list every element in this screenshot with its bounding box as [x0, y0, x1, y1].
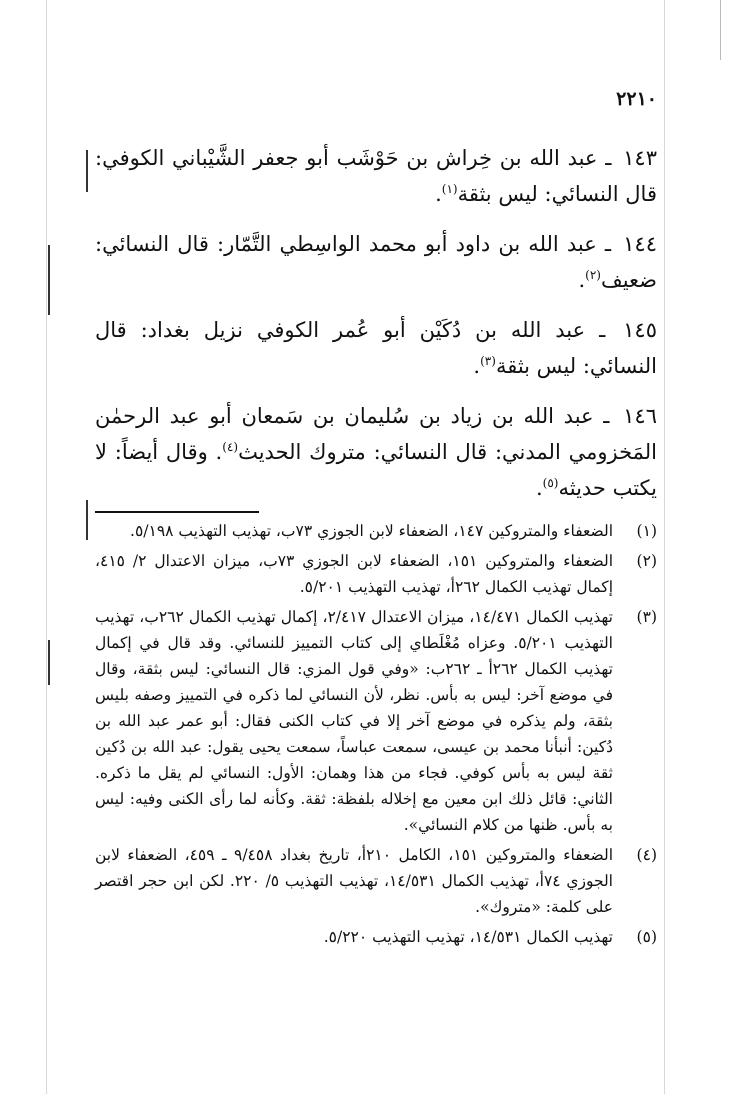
footnote-text: الضعفاء والمتروكين ١٤٧، الضعفاء لابن الجوزي ٧٣ب، تهذيب التهذيب ٥/١٩٨. [130, 522, 613, 540]
footnotes-section [95, 518, 657, 954]
entry-145: ١٤٥ ـ عبد الله بن دُكَيْن أبو عُمر الكوفي نزيل بغداد: قال النسائي: ليس بثقة$^{(٣)}$. [95, 318, 657, 378]
footnote-ref: (٤) [222, 440, 239, 454]
entry-number: ١٤٤ [623, 232, 657, 256]
entry-146: ١٤٦ ـ عبد الله بن زياد بن سُليمان بن سَمعان أبو عبد الرحمٰن المَخزومي المدني: قال النسائي: متروك الحديث$^{(٤)}$. وقال أيضاً: لا يكتب حديثه$^{(٥)}$. [95, 404, 657, 500]
footnote-1 [95, 518, 657, 544]
entry-number: ١٤٣ [623, 146, 657, 170]
entry-text: عبد الله بن خِراش بن حَوْشَب أبو جعفر الشَّيْباني الكوفي: قال النسائي: ليس بثقة [95, 146, 657, 206]
footnote-3 [95, 604, 657, 838]
footnote-ref: (٢) [585, 268, 601, 282]
scan-artifact-line [48, 640, 50, 685]
footnote-text: الضعفاء والمتروكين ١٥١، الضعفاء لابن الجوزي ٧٣ب، ميزان الاعتدال ٢/ ٤١٥، إكمال تهذيب الكمال ٢٦٢أ، تهذيب التهذيب ٥/٢٠١. [95, 552, 614, 596]
footnote-5 [95, 924, 657, 950]
entry-144: ١٤٤ ـ عبد الله بن داود أبو محمد الواسِطي التَّمّار: قال النسائي: ضعيف$^{(٢)}$. [95, 232, 657, 292]
footnote-ref: (٥) [542, 476, 559, 490]
entry-number: ١٤٦ [623, 404, 657, 428]
footnote-ref: (٣) [480, 354, 496, 368]
footnote-text: تهذيب الكمال ١٤/٤٧١، ميزان الاعتدال ٢/٤١٧، إكمال تهذيب الكمال ٢٦٢ب، تهذيب التهذيب ٥/٢٠١. وعزاه مُغْلَطاي إلى كتاب التمييز للنسائي. وقد قال في إكمال تهذيب الكمال ٢٦٢أ ـ ٢٦٢ب: «وفي قول المزي: قال النسائي: ليس بثقة، وقال في موضع آخر: ليس به بأس. نظر، لأن النسائي لما ذكره في التمييز وصفه بليس بثقة، ولم يذكره في موضع آخر إلا في كتاب الكنى فقال: أبو عمر عبد الله بن دُكين: أنبأنا محمد بن عيسى، سمعت عباساً، سمعت يحيى يقول: عبد الله بن دُكين ثقة ليس به بأس كوفي. فجاء من هذا وهمان: الأول: النسائي لم يقل ما ذكره. الثاني: قائل ذلك ابن معين مع إخلاله بلفظة: ثقة. وكأنه لما رأى الكنى وفيه: ليس به بأس. ظنها من كلام النسائي». [95, 608, 614, 834]
footnote-label: (٣) [636, 608, 657, 626]
footnote-label: (١) [636, 522, 657, 540]
footnote-ref: (١) [441, 182, 458, 196]
entry-text: عبد الله بن دُكَيْن أبو عُمر الكوفي نزيل بغداد: قال النسائي: ليس بثقة [95, 318, 657, 378]
footnote-text: الضعفاء والمتروكين ١٥١، الكامل ٢١٠أ، تاريخ بغداد ٩/٤٥٨ ـ ٤٥٩، الضعفاء لابن الجوزي ٧٤أ، تهذيب الكمال ١٤/٥٣١، تهذيب التهذيب ٥/ ٢٢٠. لكن ابن حجر اقتصر على كلمة: «متروك». [95, 846, 613, 916]
scan-artifact-line [48, 245, 50, 315]
footnote-separator [95, 511, 259, 513]
entry-text: عبد الله بن داود أبو محمد الواسِطي التَّمّار: قال النسائي: ضعيف [95, 232, 657, 292]
scan-artifact-line [720, 0, 721, 60]
footnote-4 [95, 842, 657, 920]
footnote-text: تهذيب الكمال ١٤/٥٣١، تهذيب التهذيب ٥/٢٢٠. [323, 928, 613, 946]
footnote-label: (٤) [636, 846, 657, 864]
scan-artifact-line [86, 150, 88, 192]
footnote-label: (٥) [636, 928, 657, 946]
page-number: ٢٢١٠ [616, 88, 657, 110]
footnote-label: (٢) [636, 552, 657, 570]
entries-list [95, 140, 657, 520]
entry-text-continued: . وقال أيضاً: لا يكتب حديثه [95, 440, 657, 500]
footnote-2 [95, 548, 657, 600]
entry-143: ١٤٣ ـ عبد الله بن خِراش بن حَوْشَب أبو جعفر الشَّيْباني الكوفي: قال النسائي: ليس بثقة$^{(١)}$. [95, 146, 657, 206]
entry-number: ١٤٥ [623, 318, 657, 342]
scan-artifact-line [86, 500, 88, 540]
scan-artifact-line [46, 0, 47, 1094]
entry-text: عبد الله بن زياد بن سُليمان بن سَمعان أبو عبد الرحمٰن المَخزومي المدني: قال النسائي: متروك الحديث [95, 404, 657, 464]
scan-artifact-line [664, 0, 665, 1094]
